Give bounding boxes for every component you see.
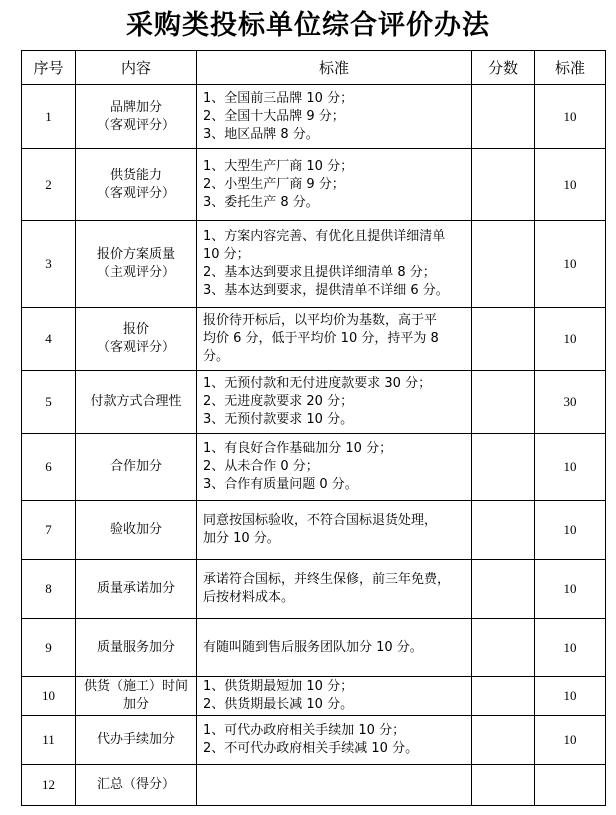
- table-row: [22, 221, 606, 308]
- row-standard: 10: [535, 560, 606, 619]
- row-criteria: [197, 221, 472, 308]
- content-line: 付款方式合理性: [90, 394, 182, 409]
- table-header-row: [22, 51, 606, 85]
- criteria-line: 1、可代办政府相关手续加 10 分；: [203, 723, 406, 738]
- table-row: [22, 85, 606, 149]
- row-criteria: [197, 501, 472, 560]
- table-row: [22, 677, 606, 716]
- row-standard: [535, 765, 606, 806]
- row-content: [76, 716, 197, 765]
- criteria-line: 1、有良好合作基础加分 10 分；: [203, 441, 393, 456]
- row-content: [76, 619, 197, 677]
- header-no: 序号: [22, 51, 76, 85]
- evaluation-table: [21, 50, 606, 806]
- row-content: [76, 765, 197, 806]
- criteria-line: 有随叫随到售后服务团队加分 10 分。: [203, 639, 423, 655]
- header-score: 分数: [472, 51, 535, 85]
- row-number: 10: [22, 677, 76, 716]
- criteria-line: 3、合作有质量问题 0 分。: [203, 477, 358, 492]
- content-line: 加分: [122, 697, 149, 712]
- row-content: [76, 501, 197, 560]
- row-criteria: [197, 619, 472, 677]
- content-line: 质量服务加分: [96, 639, 175, 655]
- row-score: [472, 677, 535, 716]
- criteria-line: 后按材料成本。: [203, 590, 295, 605]
- row-criteria: [197, 677, 472, 716]
- content-line: 代办手续加分: [96, 732, 175, 747]
- row-content: [76, 221, 197, 308]
- row-score: [472, 371, 535, 434]
- document-title: 采购类投标单位综合评价办法: [126, 10, 490, 41]
- criteria-line: 1、大型生产厂商 10 分；: [203, 158, 354, 174]
- row-number: 5: [22, 371, 76, 434]
- row-score: [472, 716, 535, 765]
- table-row: [22, 560, 606, 619]
- row-content: [76, 308, 197, 371]
- table-body: [22, 85, 606, 806]
- criteria-line: 3、委托生产 8 分。: [203, 194, 319, 210]
- row-standard: 10: [535, 149, 606, 221]
- table-row: [22, 716, 606, 765]
- content-line: （客观评分）: [96, 117, 175, 133]
- table-row: [22, 765, 606, 806]
- criteria-line: 3、地区品牌 8 分。: [203, 126, 319, 142]
- criteria-line: 10 分；: [203, 247, 250, 262]
- criteria-line: 1、供货期最短加 10 分；: [203, 679, 354, 694]
- row-score: [472, 501, 535, 560]
- row-criteria: [197, 716, 472, 765]
- criteria-line: 1、无预付款和无付进度款要求 30 分；: [203, 376, 432, 391]
- row-criteria: [197, 560, 472, 619]
- content-line: 供货能力: [109, 167, 162, 183]
- row-number: 7: [22, 501, 76, 560]
- row-criteria: [197, 434, 472, 501]
- row-content: [76, 85, 197, 149]
- row-standard: 30: [535, 371, 606, 434]
- row-score: [472, 221, 535, 308]
- criteria-line: 加分 10 分。: [203, 531, 280, 546]
- criteria-line: 同意按国标验收，不符合国标退货处理，: [203, 513, 438, 528]
- row-standard: 10: [535, 308, 606, 371]
- content-line: 质量承诺加分: [96, 581, 175, 596]
- header-content: 内容: [76, 51, 197, 85]
- row-criteria: [197, 371, 472, 434]
- content-line: （主观评分）: [96, 265, 175, 280]
- row-number: 9: [22, 619, 76, 677]
- row-standard: 10: [535, 221, 606, 308]
- content-line: 报价: [122, 322, 149, 337]
- criteria-line: 分。: [203, 349, 230, 364]
- criteria-line: 1、全国前三品牌 10 分；: [203, 90, 354, 106]
- criteria-line: 2、小型生产厂商 9 分；: [203, 176, 345, 192]
- content-line: 报价方案质量: [96, 247, 175, 262]
- content-line: 汇总（得分）: [96, 777, 175, 792]
- table-row: [22, 501, 606, 560]
- row-number: 11: [22, 716, 76, 765]
- row-standard: 10: [535, 501, 606, 560]
- row-number: 1: [22, 85, 76, 149]
- row-score: [472, 765, 535, 806]
- row-content: [76, 560, 197, 619]
- row-content: [76, 434, 197, 501]
- row-criteria: [197, 308, 472, 371]
- row-number: 3: [22, 221, 76, 308]
- criteria-line: 3、基本达到要求，提供清单不详细 6 分。: [203, 283, 449, 298]
- row-standard: 10: [535, 716, 606, 765]
- table-row: [22, 619, 606, 677]
- table-row: [22, 149, 606, 221]
- criteria-line: 承诺符合国标，并终生保修，前三年免费，: [203, 572, 451, 587]
- row-standard: 10: [535, 434, 606, 501]
- table-row: [22, 308, 606, 371]
- row-score: [472, 560, 535, 619]
- criteria-line: 3、无预付款要求 10 分。: [203, 412, 354, 427]
- row-score: [472, 149, 535, 221]
- header-criteria: 标准: [197, 51, 472, 85]
- content-line: 供货（施工）时间: [83, 679, 188, 694]
- criteria-line: 2、全国十大品牌 9 分；: [203, 108, 345, 124]
- row-criteria: [197, 765, 472, 806]
- content-line: 品牌加分: [109, 99, 162, 115]
- row-number: 4: [22, 308, 76, 371]
- criteria-line: 2、供货期最长减 10 分。: [203, 697, 354, 712]
- criteria-line: 2、基本达到要求且提供详细清单 8 分；: [203, 265, 436, 280]
- table-row: [22, 434, 606, 501]
- row-criteria: [197, 85, 472, 149]
- content-line: （客观评分）: [96, 185, 175, 201]
- row-score: [472, 308, 535, 371]
- row-criteria: [197, 149, 472, 221]
- criteria-line: 1、方案内容完善、有优化且提供详细清单: [203, 229, 446, 244]
- row-number: 2: [22, 149, 76, 221]
- row-number: 8: [22, 560, 76, 619]
- row-score: [472, 619, 535, 677]
- row-standard: 10: [535, 85, 606, 149]
- criteria-line: 2、无进度款要求 20 分；: [203, 394, 354, 409]
- content-line: （客观评分）: [96, 340, 175, 355]
- row-standard: 10: [535, 677, 606, 716]
- row-content: [76, 371, 197, 434]
- row-standard: 10: [535, 619, 606, 677]
- row-number: 12: [22, 765, 76, 806]
- criteria-line: 2、从未合作 0 分；: [203, 459, 319, 474]
- content-line: 验收加分: [109, 522, 162, 537]
- table-row: [22, 371, 606, 434]
- row-content: [76, 149, 197, 221]
- row-score: [472, 85, 535, 149]
- criteria-line: 报价待开标后，以平均价为基数，高于平: [203, 313, 438, 328]
- row-number: 6: [22, 434, 76, 501]
- criteria-line: 2、不可代办政府相关手续减 10 分。: [203, 741, 419, 756]
- row-content: [76, 677, 197, 716]
- header-standard: 标准: [535, 51, 606, 85]
- criteria-line: 均价 6 分，低于平均价 10 分，持平为 8: [203, 331, 439, 346]
- content-line: 合作加分: [109, 459, 162, 474]
- row-score: [472, 434, 535, 501]
